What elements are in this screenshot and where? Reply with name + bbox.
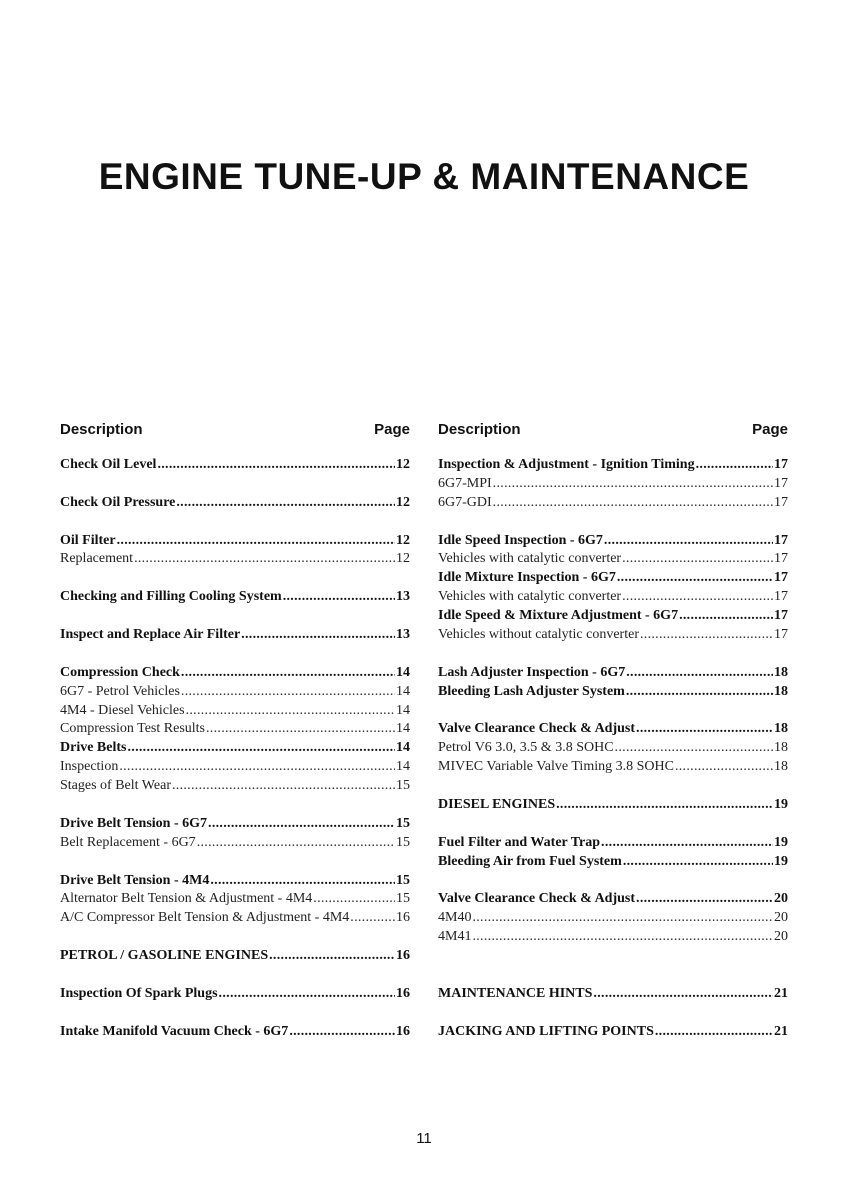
dot-leader xyxy=(655,1023,773,1042)
toc-spacer xyxy=(60,853,410,872)
toc-entry xyxy=(60,532,410,551)
dot-leader xyxy=(493,475,773,494)
toc-spacer xyxy=(438,872,788,891)
toc-subentry xyxy=(438,626,788,645)
dot-leader xyxy=(313,890,395,909)
page-title: ENGINE TUNE-UP & MAINTENANCE xyxy=(98,156,750,197)
dot-leader xyxy=(640,626,773,645)
toc-entry xyxy=(438,683,788,702)
dot-leader xyxy=(601,834,773,853)
toc-entry-page: 17 xyxy=(774,551,788,567)
dot-leader xyxy=(119,758,395,777)
toc-entry-page: 14 xyxy=(396,664,410,680)
toc-entry-page: 12 xyxy=(396,532,410,548)
toc-entry-label: JACKING AND LIFTING POINTS xyxy=(438,1023,654,1039)
toc-entry-label: 4M4 - Diesel Vehicles xyxy=(60,702,185,718)
toc-subentry xyxy=(60,890,410,909)
toc-header xyxy=(438,420,788,440)
toc-entry-page: 20 xyxy=(774,891,788,907)
toc-entry xyxy=(60,815,410,834)
toc-entry-page: 13 xyxy=(396,627,410,643)
toc-entry-page: 16 xyxy=(396,948,410,964)
toc-entry-label: A/C Compressor Belt Tension & Adjustment - 4M4 xyxy=(60,910,350,926)
dot-leader xyxy=(615,739,773,758)
toc-entry-page: 15 xyxy=(396,872,410,888)
dot-leader xyxy=(181,683,395,702)
toc-entry-label: Check Oil Level xyxy=(60,457,157,472)
toc-entry-label: 6G7-GDI xyxy=(438,494,492,510)
toc-entry-label: Bleeding Lash Adjuster System xyxy=(438,683,625,699)
toc-subentry xyxy=(438,928,788,947)
toc-entry-label: MIVEC Variable Valve Timing 3.8 SOHC xyxy=(438,759,674,775)
toc-spacer xyxy=(438,645,788,664)
toc-spacer xyxy=(60,796,410,815)
toc-entry-page: 15 xyxy=(396,815,410,831)
toc-entry-page: 12 xyxy=(396,457,410,472)
toc-entry-page: 16 xyxy=(396,910,410,926)
toc-entry xyxy=(60,494,410,513)
toc-entry-label: PETROL / GASOLINE ENGINES xyxy=(60,948,269,964)
description-heading: Description xyxy=(438,421,521,438)
toc-entry xyxy=(438,796,788,815)
dot-leader xyxy=(622,550,773,569)
toc-entry-label: MAINTENANCE HINTS xyxy=(438,985,593,1001)
toc-subentry xyxy=(60,683,410,702)
toc-entry-label: Belt Replacement - 6G7 xyxy=(60,834,196,850)
toc-spacer xyxy=(60,645,410,664)
toc-subentry xyxy=(438,739,788,758)
dot-leader xyxy=(157,456,395,475)
description-heading: Description xyxy=(60,421,143,438)
toc-entry xyxy=(60,739,410,758)
toc-entry xyxy=(438,569,788,588)
dot-leader xyxy=(593,985,773,1004)
toc-entry-page: 17 xyxy=(774,494,788,510)
page-heading: Page xyxy=(752,421,788,438)
toc-spacer xyxy=(60,513,410,532)
toc-entry-label: Fuel Filter and Water Trap xyxy=(438,834,601,850)
toc-entry-label: Vehicles with catalytic converter xyxy=(438,589,622,605)
toc-entry-label: Replacement xyxy=(60,551,134,567)
toc-subentry xyxy=(60,834,410,853)
toc-entry-page: 20 xyxy=(774,910,788,926)
dot-leader xyxy=(623,853,773,872)
dot-leader xyxy=(617,569,773,588)
toc-entry xyxy=(438,456,788,475)
toc-entry-label: Idle Speed & Mixture Adjustment - 6G7 xyxy=(438,608,679,624)
dot-leader xyxy=(206,720,395,739)
toc-entry xyxy=(60,947,410,966)
toc-entry xyxy=(438,664,788,683)
dot-leader xyxy=(626,683,773,702)
toc-entry xyxy=(438,532,788,551)
toc-entry xyxy=(438,720,788,739)
toc-spacer xyxy=(438,1004,788,1023)
toc-subentry xyxy=(438,550,788,569)
toc-entry xyxy=(438,853,788,872)
toc-header xyxy=(60,420,410,440)
toc-entry-page: 17 xyxy=(774,475,788,491)
toc-entry-label: Valve Clearance Check & Adjust xyxy=(438,721,636,737)
toc-entry xyxy=(438,1023,788,1042)
toc-entry-label: Intake Manifold Vacuum Check - 6G7 xyxy=(60,1023,289,1039)
toc-spacer xyxy=(60,607,410,626)
toc-spacer xyxy=(438,777,788,796)
toc-subentry xyxy=(60,550,410,569)
toc-entry-page: 18 xyxy=(774,721,788,737)
page-heading: Page xyxy=(374,421,410,438)
toc-list xyxy=(438,456,788,1042)
toc-subentry xyxy=(438,475,788,494)
toc-entry-label: Check Oil Pressure xyxy=(60,494,176,510)
toc-entry-page: 14 xyxy=(396,721,410,737)
toc-spacer xyxy=(60,569,410,588)
toc-subentry xyxy=(438,758,788,777)
toc-entry-page: 17 xyxy=(774,570,788,586)
toc-entry xyxy=(438,607,788,626)
toc-entry-label: 4M41 xyxy=(438,929,472,945)
dot-leader xyxy=(636,720,773,739)
toc-entry-page: 14 xyxy=(396,702,410,718)
dot-leader xyxy=(197,834,395,853)
dot-leader xyxy=(675,758,773,777)
dot-leader xyxy=(696,456,773,475)
toc-spacer xyxy=(60,928,410,947)
dot-leader xyxy=(472,909,773,928)
dot-leader xyxy=(636,890,773,909)
dot-leader xyxy=(210,872,395,891)
toc-spacer xyxy=(60,475,410,494)
toc-subentry xyxy=(438,494,788,513)
toc-entry-label: 6G7 - Petrol Vehicles xyxy=(60,683,180,699)
toc-entry xyxy=(60,456,410,475)
toc-entry-label: Drive Belt Tension - 4M4 xyxy=(60,872,210,888)
dot-leader xyxy=(172,777,395,796)
dot-leader xyxy=(626,664,773,683)
toc-entry-page: 12 xyxy=(396,551,410,567)
toc-entry-label: Alternator Belt Tension & Adjustment - 4M4 xyxy=(60,891,313,907)
toc-spacer xyxy=(438,513,788,532)
toc-entry-label: Inspect and Replace Air Filter xyxy=(60,627,241,643)
toc-subentry xyxy=(60,702,410,721)
toc-entry-page: 17 xyxy=(774,532,788,548)
dot-leader xyxy=(493,494,773,513)
toc-entry-label: Compression Test Results xyxy=(60,721,205,737)
toc-entry-page: 18 xyxy=(774,683,788,699)
toc-entry-page: 14 xyxy=(396,740,410,756)
toc-entry-label: Oil Filter xyxy=(60,532,116,548)
toc-entry xyxy=(60,1023,410,1042)
toc-entry-page: 12 xyxy=(396,494,410,510)
toc-entry xyxy=(438,985,788,1004)
toc-entry-page: 16 xyxy=(396,985,410,1001)
dot-leader xyxy=(679,607,773,626)
toc-entry xyxy=(60,985,410,1004)
toc-entry-page: 14 xyxy=(396,759,410,775)
toc-spacer xyxy=(60,1004,410,1023)
toc-entry-page: 14 xyxy=(396,683,410,699)
toc-subentry xyxy=(60,909,410,928)
toc-entry-page: 17 xyxy=(774,608,788,624)
toc-entry xyxy=(60,626,410,645)
toc-entry-page: 18 xyxy=(774,759,788,775)
dot-leader xyxy=(350,909,395,928)
toc-entry-label: Valve Clearance Check & Adjust xyxy=(438,891,636,907)
toc-entry-page: 17 xyxy=(774,589,788,605)
toc-subentry xyxy=(60,720,410,739)
toc-entry-page: 19 xyxy=(774,834,788,850)
dot-leader xyxy=(289,1023,395,1042)
toc-entry xyxy=(438,834,788,853)
toc-entry-page: 20 xyxy=(774,929,788,945)
toc-entry-page: 15 xyxy=(396,891,410,907)
toc-entry xyxy=(60,664,410,683)
toc-entry-page: 18 xyxy=(774,740,788,756)
toc-subentry xyxy=(438,909,788,928)
toc-entry-label: Vehicles with catalytic converter xyxy=(438,551,622,567)
toc-entry-label: Inspection xyxy=(60,759,119,775)
toc-entry-label: Petrol V6 3.0, 3.5 & 3.8 SOHC xyxy=(438,740,614,756)
toc-entry-page: 21 xyxy=(774,985,788,1001)
dot-leader xyxy=(181,664,395,683)
toc-entry-label: Idle Speed Inspection - 6G7 xyxy=(438,532,603,548)
toc-spacer xyxy=(438,966,788,985)
toc-entry-label: Checking and Filling Cooling System xyxy=(60,589,282,605)
toc-entry-label: Drive Belts xyxy=(60,740,127,756)
toc-subentry xyxy=(438,588,788,607)
dot-leader xyxy=(186,702,395,721)
toc-entry-label: 6G7-MPI xyxy=(438,475,492,491)
toc-entry-label: Compression Check xyxy=(60,664,180,680)
toc-entry-page: 19 xyxy=(774,797,788,813)
dot-leader xyxy=(127,739,395,758)
toc-entry-page: 21 xyxy=(774,1023,788,1039)
toc-column-right xyxy=(438,420,788,1042)
toc-entry-page: 15 xyxy=(396,778,410,794)
dot-leader xyxy=(556,796,773,815)
toc-entry-page: 16 xyxy=(396,1023,410,1039)
toc-spacer xyxy=(438,815,788,834)
toc-entry-page: 17 xyxy=(774,627,788,643)
dot-leader xyxy=(472,928,773,947)
dot-leader xyxy=(269,947,395,966)
toc-spacer xyxy=(60,966,410,985)
toc-entry-label: Vehicles without catalytic converter xyxy=(438,627,639,643)
toc-entry-label: Bleeding Air from Fuel System xyxy=(438,853,622,869)
toc-entry-label: Stages of Belt Wear xyxy=(60,778,171,794)
dot-leader xyxy=(117,532,395,551)
dot-leader xyxy=(604,532,773,551)
dot-leader xyxy=(219,985,395,1004)
toc-entry-label: Idle Mixture Inspection - 6G7 xyxy=(438,570,616,586)
toc-entry xyxy=(60,588,410,607)
dot-leader xyxy=(283,588,395,607)
toc-entry-page: 18 xyxy=(774,664,788,680)
dot-leader xyxy=(208,815,395,834)
page-number: 11 xyxy=(416,1130,432,1147)
toc-entry-label: Lash Adjuster Inspection - 6G7 xyxy=(438,664,626,680)
toc-entry-page: 19 xyxy=(774,853,788,869)
toc-subentry xyxy=(60,758,410,777)
toc-entry-label: Drive Belt Tension - 6G7 xyxy=(60,815,208,831)
toc-column-left xyxy=(60,420,410,1042)
toc-entry xyxy=(60,872,410,891)
toc-entry-label: Inspection & Adjustment - Ignition Timing xyxy=(438,457,695,472)
toc-entry-page: 17 xyxy=(774,457,788,472)
toc-entry-label: Inspection Of Spark Plugs xyxy=(60,985,218,1001)
dot-leader xyxy=(134,550,395,569)
dot-leader xyxy=(241,626,395,645)
toc-entry-page: 15 xyxy=(396,834,410,850)
toc-subentry xyxy=(60,777,410,796)
toc-entry-label: DIESEL ENGINES xyxy=(438,797,556,813)
toc-spacer xyxy=(438,702,788,721)
toc-list xyxy=(60,456,410,1042)
toc-entry xyxy=(438,890,788,909)
toc-spacer xyxy=(438,947,788,966)
toc-entry-label: 4M40 xyxy=(438,910,472,926)
dot-leader xyxy=(176,494,395,513)
toc-entry-page: 13 xyxy=(396,589,410,605)
dot-leader xyxy=(622,588,773,607)
